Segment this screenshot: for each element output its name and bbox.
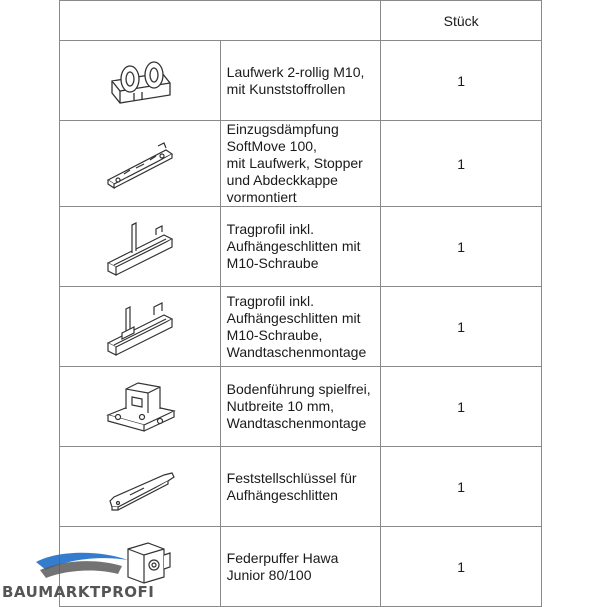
roller-carriage-icon [60,41,221,121]
item-description-cell [220,41,381,121]
parts-table [59,0,542,607]
floor-guide-icon [60,367,221,447]
item-qty: 1 [381,207,542,287]
item-qty: 1 [381,367,542,447]
item-description: Einzugsdämpfung SoftMove 100, mit Laufwerk, Stopper und Abdeckkappe vormontiert [226,121,363,205]
support-profile-wall-icon [60,287,221,367]
item-description-cell [220,121,381,207]
table-row [60,367,542,447]
item-qty: 1 [381,41,542,121]
adjustment-key-icon [60,447,221,527]
item-description: Federpuffer Hawa Junior 80/100 [226,549,339,583]
table-row [60,287,542,367]
item-description: Bodenführung spielfrei, Nutbreite 10 mm, Wandtaschenmontage [226,381,371,431]
item-description-cell [220,207,381,287]
item-description-cell [220,287,381,367]
table-row [60,121,542,207]
table-header-row [60,1,542,41]
table-row [60,447,542,527]
item-description: Tragprofil inkl. Aufhängeschlitten mit M10-Schraube [226,221,361,271]
item-description-cell [220,367,381,447]
item-description-cell [220,447,381,527]
qty-header: Stück [381,1,542,41]
item-qty: 1 [381,287,542,367]
item-qty: 1 [381,447,542,527]
item-description: Laufwerk 2-rollig M10, mit Kunststoffrollen [226,63,365,97]
item-description: Feststellschlüssel für Aufhängeschlitten [226,469,357,503]
table-row [60,41,542,121]
watermark-text: BAUMARKTPROFI [2,583,155,601]
header-empty-cell [60,1,381,41]
table-row [60,207,542,287]
soft-close-damper-icon [60,121,221,207]
item-qty: 1 [381,121,542,207]
item-description-cell [220,527,381,607]
item-description: Tragprofil inkl. Aufhängeschlitten mit M10-Schraube, Wandtaschenmontage [226,292,367,360]
support-profile-icon [60,207,221,287]
item-qty: 1 [381,527,542,607]
